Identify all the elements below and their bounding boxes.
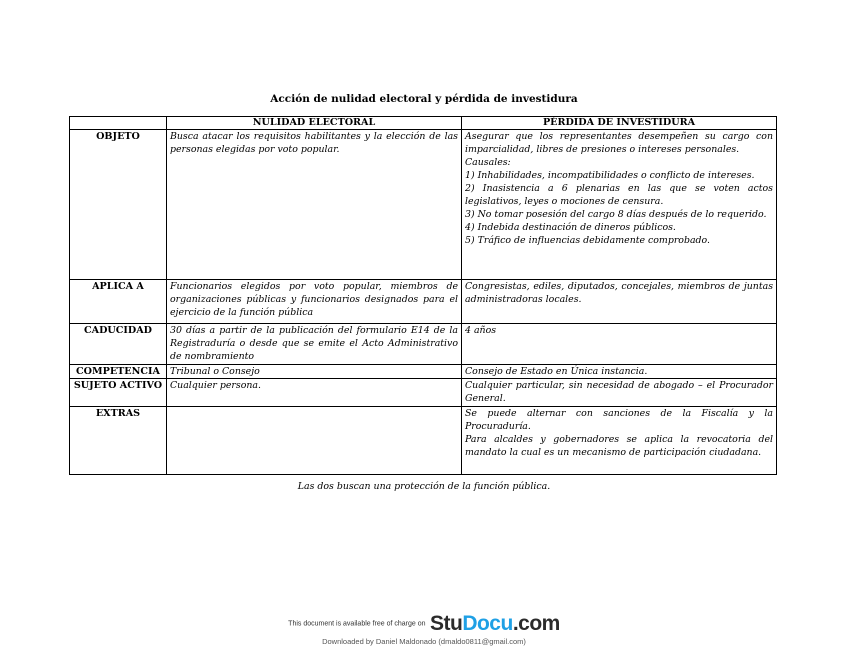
- cell-text: Congresistas, ediles, diputados, concejales, miembros de juntas administradoras locales.: [465, 281, 773, 305]
- table-row: [70, 379, 777, 407]
- cell-text: 5) Tráfico de influencias debidamente comprobado.: [465, 235, 710, 246]
- cell-text: 2) Inasistencia a 6 plenarias en las que se voten actos legislativos, leyes o mociones de censura.: [465, 183, 773, 207]
- nulidad-cell: [167, 280, 462, 324]
- row-label: OBJETO: [70, 130, 167, 280]
- cell-text: 3) No tomar posesión del cargo 8 días después de lo requerido.: [465, 209, 767, 220]
- downloaded-by-text: Downloaded by Daniel Maldonado (dmaldo0811@gmail.com): [322, 637, 526, 646]
- studocu-footer: [0, 612, 848, 646]
- cell-text: 4 años: [465, 325, 497, 336]
- nulidad-cell: [167, 407, 462, 475]
- cell-text: Cualquier persona.: [170, 380, 261, 391]
- row-label: SUJETO ACTIVO: [70, 379, 167, 407]
- studocu-logo-link[interactable]: [430, 612, 560, 635]
- row-label: EXTRAS: [70, 407, 167, 475]
- cell-text: Funcionarios elegidos por voto popular, miembros de organizaciones públicas y funcionarios designados para el ejercicio de la función pública: [170, 281, 458, 318]
- row-label: APLICA A: [70, 280, 167, 324]
- perdida-cell: [462, 407, 777, 475]
- cell-text: Causales:: [465, 157, 511, 168]
- comparison-table: [69, 116, 777, 475]
- nulidad-cell: [167, 130, 462, 280]
- table-row: [70, 324, 777, 365]
- header-perdida: PÉRDIDA DE INVESTIDURA: [462, 117, 777, 130]
- table-row: [70, 130, 777, 280]
- nulidad-cell: [167, 379, 462, 407]
- cell-text: Consejo de Estado en Única instancia.: [465, 366, 648, 377]
- nulidad-cell: [167, 365, 462, 379]
- cell-text: Tribunal o Consejo: [170, 366, 260, 377]
- perdida-cell: [462, 130, 777, 280]
- availability-text: This document is available free of charge on: [288, 620, 426, 628]
- table-row: [70, 280, 777, 324]
- brand-accent: Docu: [462, 612, 513, 635]
- cell-text: 1) Inhabilidades, incompatibilidades o conflicto de intereses.: [465, 170, 755, 181]
- table-header-row: [70, 117, 777, 130]
- perdida-cell: [462, 365, 777, 379]
- footnote: Las dos buscan una protección de la función pública.: [297, 481, 551, 492]
- cell-text: Asegurar que los representantes desempeñen su cargo con imparcialidad, libres de presiones o intereses personales.: [465, 131, 773, 155]
- cell-text: Para alcaldes y gobernadores se aplica la revocatoria del mandato la cual es un mecanismo de participación ciudadana.: [465, 434, 773, 458]
- cell-text: Busca atacar los requisitos habilitantes y la elección de las personas elegidas por voto popular.: [170, 131, 458, 155]
- cell-text: Cualquier particular, sin necesidad de abogado – el Procurador General.: [465, 380, 773, 404]
- brand-suffix: .com: [512, 612, 560, 635]
- perdida-cell: [462, 324, 777, 365]
- row-label: COMPETENCIA: [70, 365, 167, 379]
- header-empty: [70, 117, 167, 130]
- perdida-cell: [462, 280, 777, 324]
- table-row: [70, 407, 777, 475]
- cell-text: 30 días a partir de la publicación del formulario E14 de la Registraduría o desde que se emite el Acto Administrativo de nombramiento: [170, 325, 458, 362]
- perdida-cell: [462, 379, 777, 407]
- cell-text: 4) Indebida destinación de dineros públicos.: [465, 222, 676, 233]
- table-row: [70, 365, 777, 379]
- document-title: Acción de nulidad electoral y pérdida de investidura: [270, 93, 578, 105]
- brand-main: Stu: [429, 612, 463, 635]
- cell-text: Se puede alternar con sanciones de la Fiscalía y la Procuraduría.: [465, 408, 773, 432]
- nulidad-cell: [167, 324, 462, 365]
- row-label: CADUCIDAD: [70, 324, 167, 365]
- header-nulidad: NULIDAD ELECTORAL: [167, 117, 462, 130]
